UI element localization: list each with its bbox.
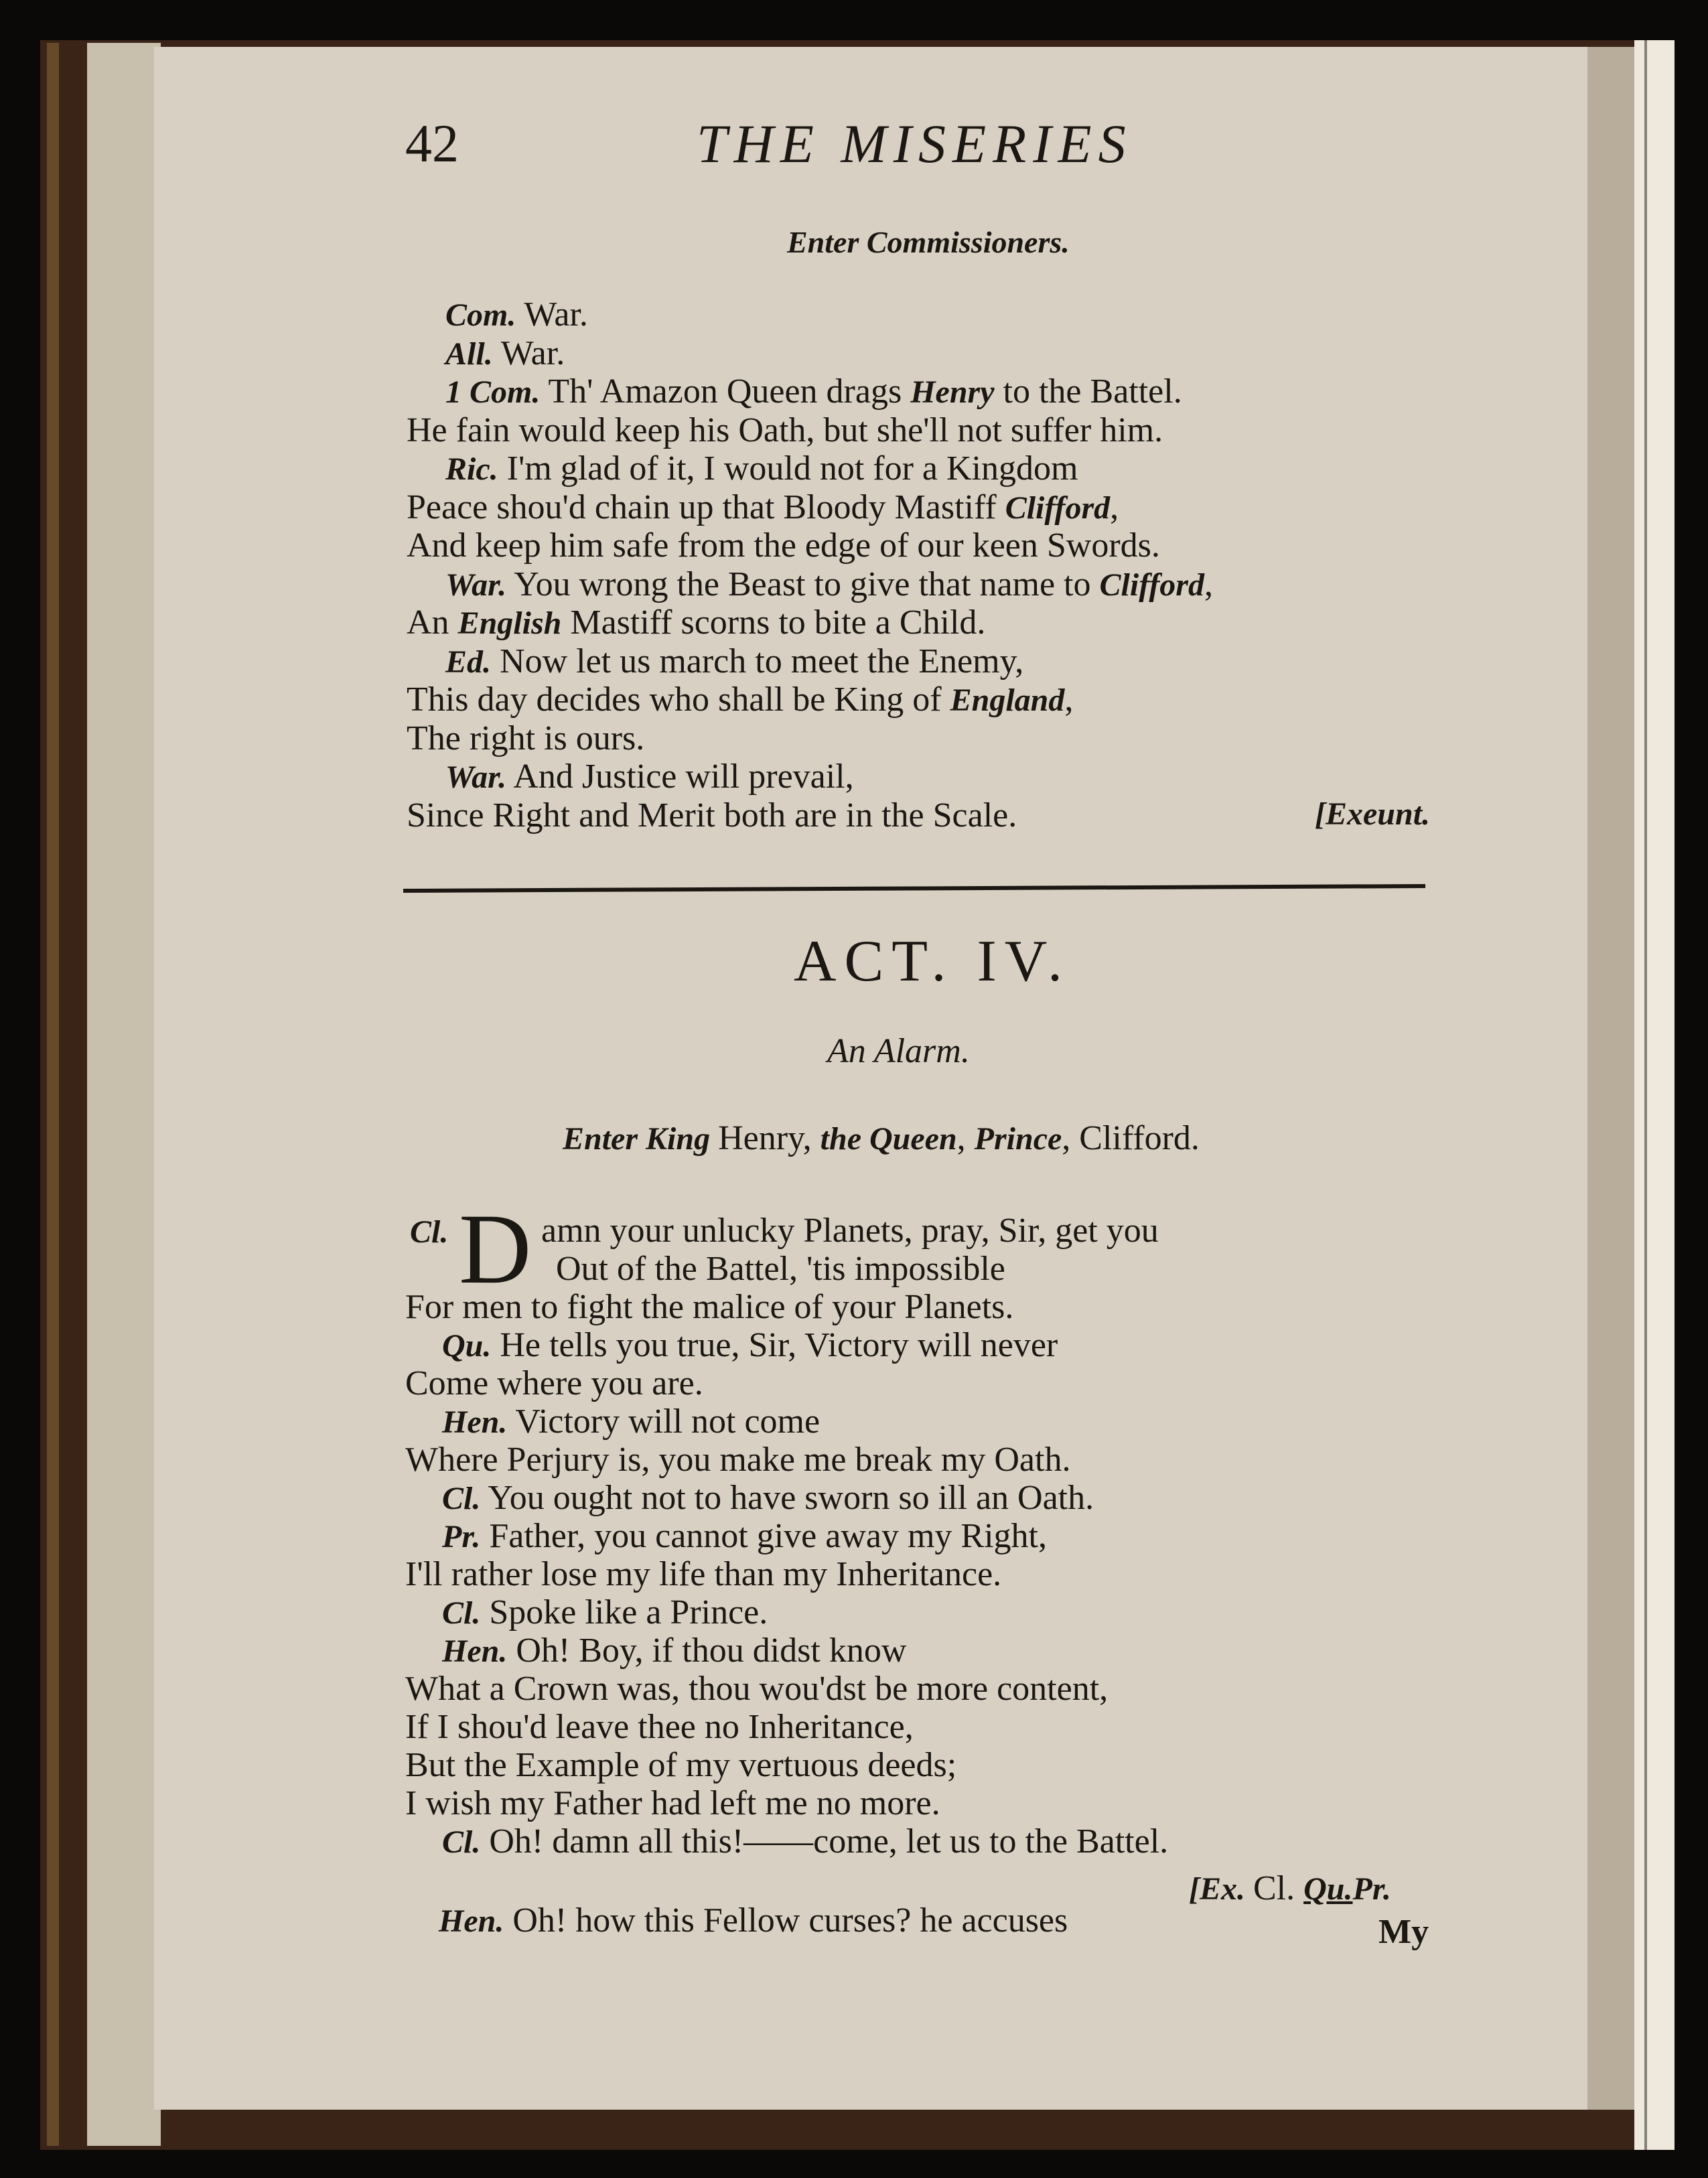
entrance-sep: , bbox=[1062, 1119, 1080, 1157]
proper-name: England bbox=[950, 682, 1065, 718]
line-text: For men to fight the malice of your Planets. bbox=[405, 1288, 1014, 1326]
entrance-queen: the Queen bbox=[820, 1121, 957, 1157]
speaker-prefix: 1 Com. bbox=[445, 374, 541, 410]
entrance-prefix: Enter King bbox=[563, 1121, 719, 1157]
entrance-clifford: Clifford. bbox=[1079, 1119, 1200, 1157]
drop-cap: D bbox=[459, 1193, 532, 1305]
line-text: Father, you cannot give away my Right, bbox=[480, 1517, 1047, 1555]
speaker-prefix: Ric. bbox=[445, 451, 498, 487]
exit-cl: Cl. bbox=[1253, 1869, 1295, 1907]
dialogue-line bbox=[407, 796, 1017, 835]
dialogue-line bbox=[445, 334, 565, 373]
page-number: 42 bbox=[405, 115, 459, 173]
line-text: Since Right and Merit both are in the Scale. bbox=[407, 796, 1017, 834]
exit-pr: Pr. bbox=[1352, 1871, 1391, 1907]
proper-name: Clifford bbox=[1099, 567, 1204, 603]
line-text: You ought not to have sworn so ill an Oath. bbox=[480, 1479, 1094, 1517]
line-text: Th' Amazon Queen drags bbox=[540, 372, 911, 411]
dialogue-line bbox=[405, 1440, 1070, 1479]
line-text: Where Perjury is, you make me break my Oath. bbox=[405, 1441, 1071, 1479]
line-text: Oh! how this Fellow curses? he accuses bbox=[504, 1901, 1068, 1940]
dialogue-line bbox=[407, 603, 985, 642]
first-line-a: amn your unlucky Planets, pray, Sir, get you bbox=[541, 1212, 1159, 1250]
dialogue-line bbox=[445, 757, 854, 796]
entrance-sep: , bbox=[956, 1119, 975, 1157]
entrance-direction bbox=[563, 1118, 1200, 1158]
line-text: What a Crown was, thou wou'dst be more content, bbox=[405, 1670, 1109, 1708]
dialogue-line bbox=[405, 1364, 703, 1403]
speaker-prefix: Cl. bbox=[442, 1595, 481, 1631]
gutter-shadow bbox=[1587, 47, 1634, 2110]
dialogue-line bbox=[445, 449, 1078, 488]
line-text: War. bbox=[516, 295, 588, 334]
line-text: The right is ours. bbox=[407, 719, 645, 757]
line-text: And Justice will prevail, bbox=[506, 757, 854, 796]
line-text: But the Example of my vertuous deeds; bbox=[405, 1746, 957, 1784]
line-text: War. bbox=[492, 334, 565, 372]
dialogue-line bbox=[407, 526, 1160, 565]
dialogue-line bbox=[405, 1287, 1013, 1327]
exit-direction-act bbox=[1189, 1869, 1391, 1908]
line-text: , bbox=[1204, 565, 1213, 603]
line-text: to the Battel. bbox=[994, 372, 1182, 411]
dialogue-line bbox=[445, 372, 1182, 411]
line-text: If I shou'd leave thee no Inheritance, bbox=[405, 1708, 914, 1746]
proper-name: English bbox=[457, 605, 562, 641]
dialogue-line bbox=[445, 642, 1023, 681]
dialogue-line bbox=[407, 680, 1073, 719]
line-text: I'm glad of it, I would not for a Kingdom bbox=[498, 449, 1078, 488]
speaker-prefix: Pr. bbox=[442, 1519, 481, 1554]
entrance-sep: , bbox=[802, 1119, 821, 1157]
line-text: Mastiff scorns to bite a Child. bbox=[561, 603, 986, 642]
speaker-prefix: Com. bbox=[445, 297, 516, 333]
speaker-prefix: Hen. bbox=[439, 1903, 504, 1939]
proper-name: Henry bbox=[910, 374, 995, 410]
speaker-prefix: All. bbox=[445, 336, 493, 372]
dialogue-line bbox=[407, 719, 644, 758]
line-text: Now let us march to meet the Enemy, bbox=[491, 642, 1024, 680]
stage-direction-enter: Enter Commissioners. bbox=[787, 225, 1070, 259]
speaker-prefix: Cl. bbox=[442, 1824, 481, 1860]
dialogue-line bbox=[442, 1593, 768, 1632]
dialogue-line bbox=[405, 1669, 1108, 1709]
dialogue-line bbox=[445, 565, 1213, 604]
line-text: Victory will not come bbox=[507, 1402, 821, 1441]
line-text: , bbox=[1064, 680, 1074, 719]
gilt-edge bbox=[47, 43, 59, 2146]
running-title: THE MISERIES bbox=[697, 113, 1133, 174]
dialogue-line bbox=[442, 1631, 906, 1670]
dialogue-line bbox=[407, 411, 1163, 450]
first-line-b: Out of the Battel, 'tis impossible bbox=[556, 1250, 1005, 1288]
line-text: And keep him safe from the edge of our keen Swords. bbox=[407, 526, 1160, 565]
dialogue-line bbox=[445, 295, 588, 334]
line-text: You wrong the Beast to give that name to bbox=[506, 565, 1100, 603]
line-text: He fain would keep his Oath, but she'll not suffer him. bbox=[407, 411, 1163, 449]
dialogue-line bbox=[405, 1707, 914, 1747]
line-text: An bbox=[407, 603, 458, 642]
speaker-prefix: Hen. bbox=[442, 1634, 508, 1669]
dialogue-line bbox=[405, 1784, 940, 1823]
line-text: Spoke like a Prince. bbox=[480, 1593, 768, 1631]
line-text: I'll rather lose my life than my Inheritance. bbox=[405, 1555, 1002, 1593]
catchword: My bbox=[1378, 1913, 1429, 1951]
entrance-prince: Prince bbox=[974, 1121, 1062, 1157]
proper-name: Clifford bbox=[1005, 490, 1111, 526]
opposite-page-edge bbox=[1634, 40, 1675, 2150]
page-fore-edge bbox=[87, 43, 161, 2146]
dialogue-line bbox=[442, 1325, 1058, 1365]
exit-direction: [Exeunt. bbox=[1315, 796, 1431, 832]
alarm-direction: An Alarm. bbox=[827, 1032, 970, 1070]
dialogue-line bbox=[442, 1516, 1047, 1556]
dialogue-line bbox=[405, 1745, 956, 1785]
speaker-prefix: War. bbox=[445, 567, 507, 603]
dialogue-line bbox=[407, 488, 1119, 527]
speaker-prefix: Hen. bbox=[442, 1404, 508, 1440]
line-text: Peace shou'd chain up that Bloody Mastiff bbox=[407, 488, 1005, 526]
entrance-king: Henry bbox=[718, 1119, 803, 1157]
line-text: Oh! damn all this!——come, let us to the Battel. bbox=[480, 1822, 1169, 1861]
speaker-prefix: Ed. bbox=[445, 644, 492, 680]
line-text: Come where you are. bbox=[405, 1364, 703, 1402]
line-text: I wish my Father had left me no more. bbox=[405, 1784, 940, 1822]
speaker-prefix: Cl. bbox=[442, 1481, 481, 1516]
dialogue-line bbox=[405, 1554, 1001, 1594]
first-speaker: Cl. bbox=[410, 1214, 449, 1250]
last-dialogue-line bbox=[439, 1901, 1068, 1940]
line-text: This day decides who shall be King of bbox=[407, 680, 950, 719]
line-text: He tells you true, Sir, Victory will never bbox=[491, 1326, 1058, 1364]
dialogue-line bbox=[442, 1822, 1168, 1861]
exit-prefix: [Ex. bbox=[1189, 1871, 1253, 1907]
line-text: , bbox=[1110, 488, 1119, 526]
speaker-prefix: Qu. bbox=[442, 1328, 492, 1364]
exit-qu: Qu. bbox=[1303, 1871, 1353, 1907]
speaker-prefix: War. bbox=[445, 759, 507, 795]
dialogue-line bbox=[442, 1402, 820, 1441]
act-heading: ACT. IV. bbox=[794, 929, 1070, 994]
dialogue-line bbox=[442, 1478, 1094, 1518]
line-text: Oh! Boy, if thou didst know bbox=[507, 1631, 907, 1670]
